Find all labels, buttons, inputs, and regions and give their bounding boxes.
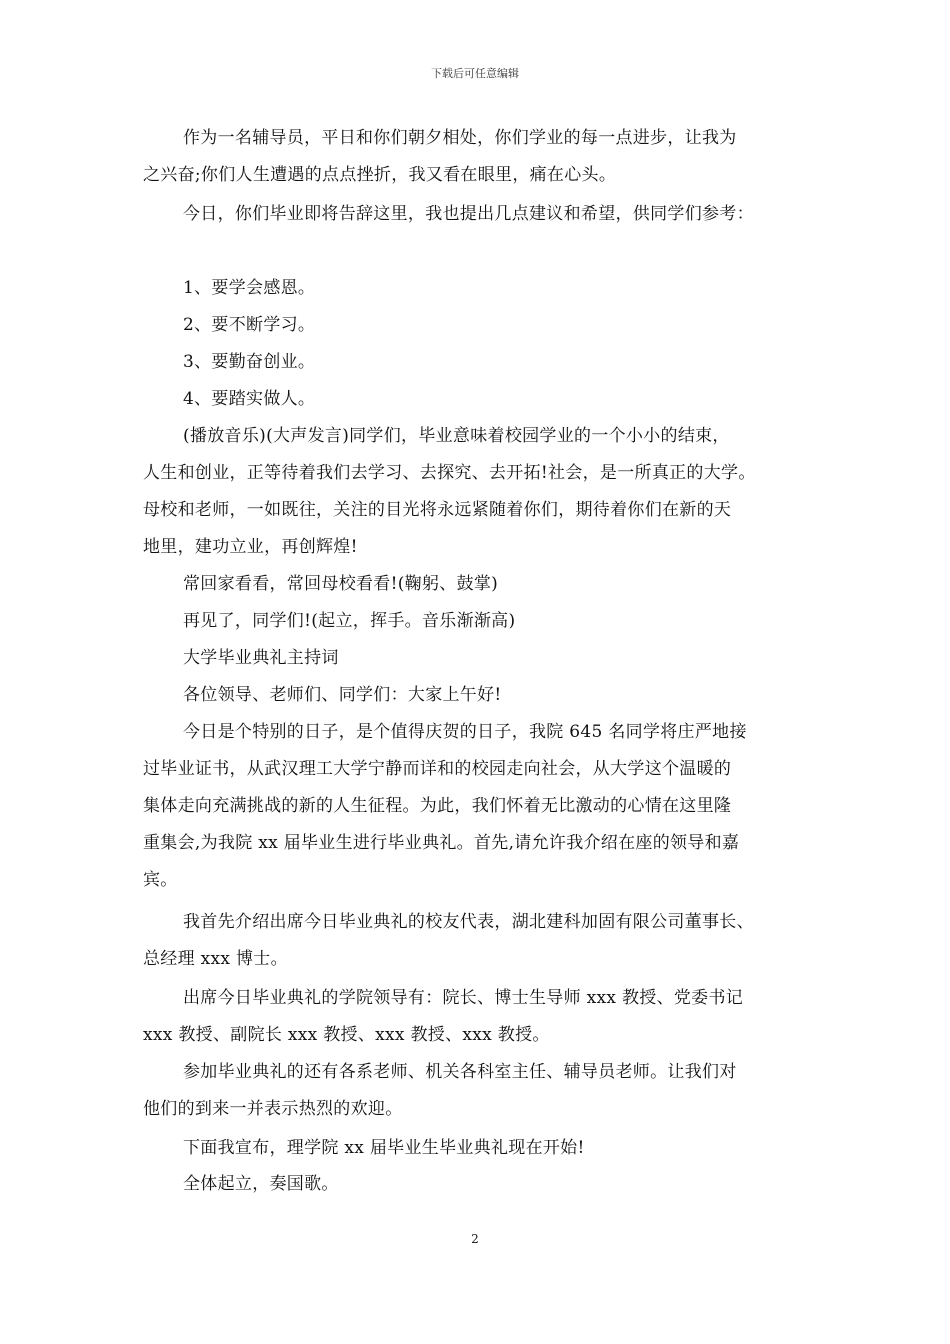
paragraph-intro <box>143 120 823 194</box>
text-line: 重集会,为我院 xx 届毕业生进行毕业典礼。首先,请允许我介绍在座的领导和嘉 <box>143 833 740 853</box>
text-line: 地里，建功立业，再创辉煌! <box>143 537 358 557</box>
paragraph-greeting <box>143 677 823 714</box>
text-line: 常回家看看，常回母校看看!(鞠躬、鼓掌) <box>183 574 499 594</box>
text-line: 集体走向充满挑战的新的人生征程。为此，我们怀着无比激动的心情在这里隆 <box>143 796 732 816</box>
page-number: 2 <box>471 1232 479 1246</box>
text-line: 参加毕业典礼的还有各系老师、机关各科室主任、辅导员老师。让我们对 <box>183 1062 737 1082</box>
paragraph-alumni <box>143 904 823 978</box>
text-line: 大学毕业典礼主持词 <box>183 648 339 668</box>
list-item-3 <box>143 344 823 381</box>
text-line: 母校和老师，一如既往，关注的目光将永远紧随着你们，期待着你们在新的天 <box>143 500 732 520</box>
text-line: 过毕业证书，从武汉理工大学宁静而详和的校园走向社会，从大学这个温暖的 <box>143 759 732 779</box>
page-header: 下载后可任意编辑 <box>431 67 519 80</box>
text-line: 3、要勤奋创业。 <box>183 352 316 372</box>
text-line: 今日，你们毕业即将告辞这里，我也提出几点建议和希望，供同学们参考： <box>183 204 754 224</box>
paragraph-suggestions <box>143 196 823 233</box>
list-item-2 <box>143 307 823 344</box>
paragraph-farewell <box>143 418 823 566</box>
paragraph-leaders <box>143 980 823 1054</box>
text-line: 我首先介绍出席今日毕业典礼的校友代表，湖北建科加固有限公司董事长、 <box>183 912 754 932</box>
text-line: 总经理 xxx 博士。 <box>143 949 288 969</box>
list-item-4 <box>143 381 823 418</box>
text-line: xxx 教授、副院长 xxx 教授、xxx 教授、xxx 教授。 <box>143 1025 550 1045</box>
text-line: 之兴奋;你们人生遭遇的点点挫折，我又看在眼里，痛在心头。 <box>143 165 617 185</box>
text-line: 1、要学会感恩。 <box>183 278 316 298</box>
text-line: 今日是个特别的日子，是个值得庆贺的日子，我院 645 名同学将庄严地接 <box>183 722 747 742</box>
paragraph-come-home <box>143 566 823 603</box>
text-line: 2、要不断学习。 <box>183 315 316 335</box>
section-title <box>143 640 823 677</box>
paragraph-anthem <box>143 1166 823 1203</box>
text-line: 人生和创业，正等待着我们去学习、去探究、去开拓!社会，是一所真正的大学。 <box>143 463 756 483</box>
text-line: (播放音乐)(大声发言)同学们，毕业意味着校园学业的一个小小的结束， <box>183 426 730 446</box>
text-line: 出席今日毕业典礼的学院领导有：院长、博士生导师 xxx 教授、党委书记 <box>183 988 744 1008</box>
text-line: 各位领导、老师们、同学们：大家上午好! <box>183 685 502 705</box>
text-line: 全体起立，奏国歌。 <box>183 1174 339 1194</box>
text-line: 他们的到来一并表示热烈的欢迎。 <box>143 1099 403 1119</box>
text-line: 作为一名辅导员，平日和你们朝夕相处，你们学业的每一点进步，让我为 <box>183 128 737 148</box>
list-item-1 <box>143 270 823 307</box>
paragraph-special-day <box>143 714 823 899</box>
text-line: 下面我宣布，理学院 xx 届毕业生毕业典礼现在开始! <box>183 1138 585 1158</box>
paragraph-announce <box>143 1130 823 1167</box>
paragraph-teachers <box>143 1054 823 1128</box>
paragraph-goodbye <box>143 603 823 640</box>
text-line: 4、要踏实做人。 <box>183 389 316 409</box>
text-line: 宾。 <box>143 870 178 890</box>
text-line: 再见了，同学们!(起立，挥手。音乐渐渐高) <box>183 611 516 631</box>
